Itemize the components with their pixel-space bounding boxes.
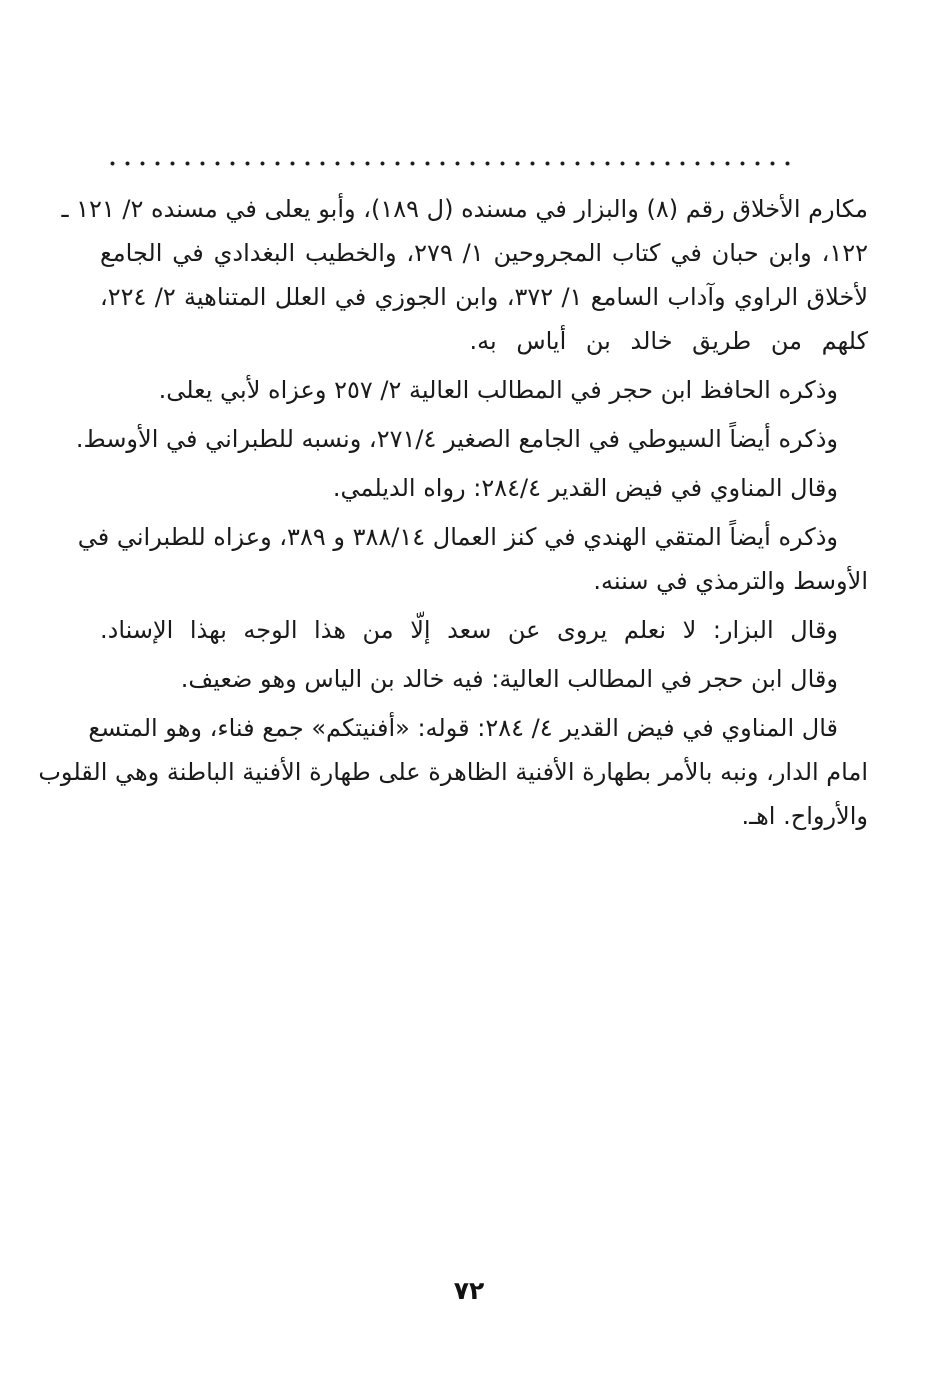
text-line-9: الأوسط والترمذي في سننه.	[593, 567, 868, 595]
text-line-6: وذكره أيضاً السيوطي في الجامع الصغير ٤/‏٢٧١، ونسبه للطبراني في الأوسط.	[75, 425, 838, 453]
text-line-3: لأخلاق الراوي وآداب السامع ١/‏ ٣٧٢، وابن الجوزي في العلل المتناهية ٢/‏ ٢٢٤،	[100, 283, 869, 311]
text-line-1: مكارم الأخلاق رقم (٨) والبزار في مسنده (ل ١٨٩)، وأبو يعلى في مسنده ٢/‏ ١٢١ ـ	[61, 195, 868, 223]
text-line-8: وذكره أيضاً المتقي الهندي في كنز العمال ١٤/‏٣٨٨ و ٣٨٩، وعزاه للطبراني في	[77, 523, 838, 551]
text-line-14: والأرواح. اهـ.	[741, 802, 868, 830]
text-line-5: وذكره الحافظ ابن حجر في المطالب العالية ٢/‏ ٢٥٧ وعزاه لأبي يعلى.	[158, 376, 838, 404]
text-line-2: ١٢٢، وابن حبان في كتاب المجروحين ١/‏ ٢٧٩، والخطيب البغدادي في الجامع	[100, 239, 869, 267]
page-number: ٧٢	[453, 1276, 485, 1305]
text-line-7: وقال المناوي في فيض القدير ٤/‏٢٨٤: رواه الديلمي.	[332, 474, 838, 502]
text-line-11: وقال ابن حجر في المطالب العالية: فيه خالد بن الياس وهو ضعيف.	[180, 665, 838, 693]
text-line-12: قال المناوي في فيض القدير ٤/‏ ٢٨٤: قوله: «أفنيتكم» جمع فناء، وهو المتسع	[88, 714, 838, 742]
text-line-4: كلهم من طريق خالد بن أياس به.	[469, 327, 868, 355]
text-line-10: وقال البزار: لا نعلم يروى عن سعد إلّا من هذا الوجه بهذا الإسناد.	[100, 616, 838, 644]
dotted-separator	[105, 160, 797, 167]
footnote-block	[38, 187, 869, 838]
text-line-13: امام الدار، ونبه بالأمر بطهارة الأفنية الظاهرة على طهارة الأفنية الباطنة وهي القلوب	[38, 758, 868, 786]
